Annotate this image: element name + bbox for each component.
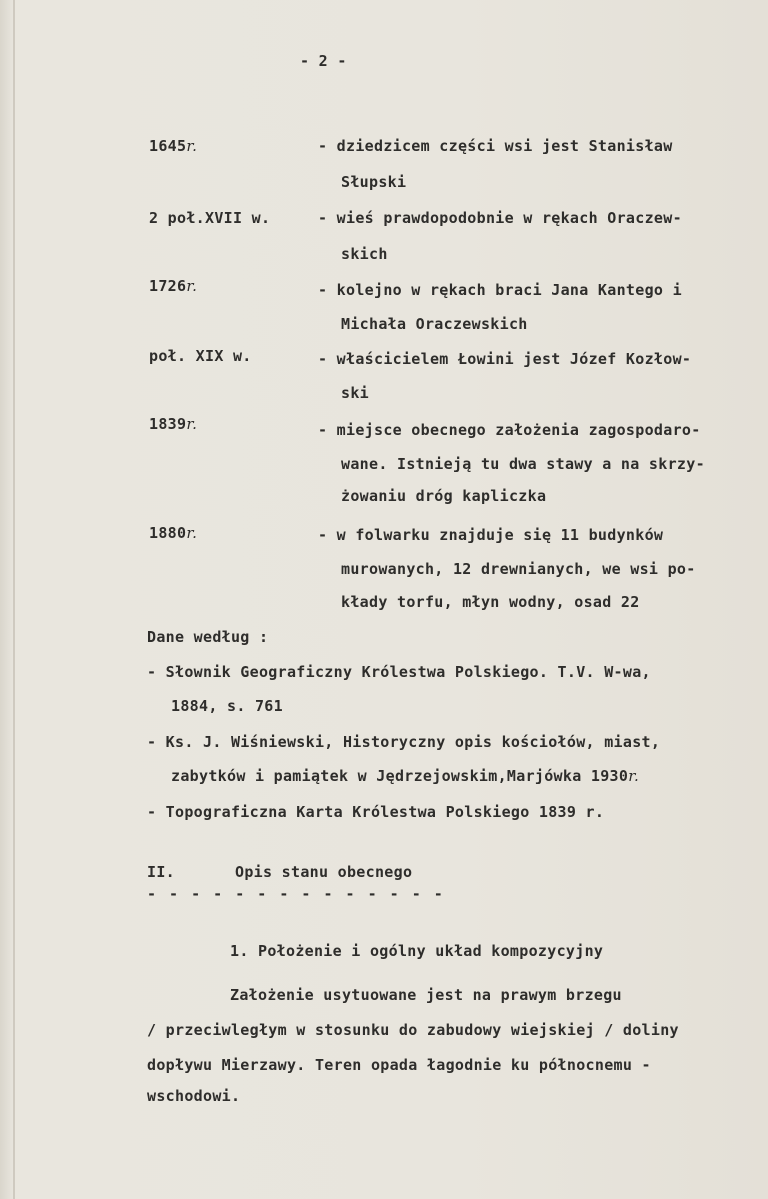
- page-number: - 2 -: [300, 52, 347, 70]
- section-number: II.: [147, 863, 175, 881]
- paragraph-line: Założenie usytuowane jest na prawym brzegu: [230, 986, 622, 1004]
- chronology-text: - w folwarku znajduje się 11 budynków: [318, 526, 664, 544]
- chronology-date: 1839r.: [149, 415, 198, 433]
- paragraph-line: dopływu Mierzawy. Teren opada łagodnie ku północnemu -: [147, 1056, 651, 1074]
- page-edge: [13, 0, 15, 1199]
- chronology-text: murowanych, 12 drewnianych, we wsi po-: [341, 560, 696, 578]
- chronology-text: - miejsce obecnego założenia zagospodaro-: [318, 421, 701, 439]
- chronology-text: skich: [341, 245, 388, 263]
- chronology-date: 2 poł.XVII w.: [149, 209, 271, 227]
- source-entry: zabytków i pamiątek w Jędrzejowskim,Marjówka 1930r.: [171, 767, 640, 785]
- chronology-text: - wieś prawdopodobnie w rękach Oraczew-: [318, 209, 682, 227]
- chronology-text: - kolejno w rękach braci Jana Kantego i: [318, 281, 682, 299]
- paragraph-line: wschodowi.: [147, 1087, 241, 1105]
- source-entry: - Ks. J. Wiśniewski, Historyczny opis kościołów, miast,: [147, 733, 661, 751]
- section-underline: - - - - - - - - - - - - - -: [147, 885, 445, 903]
- paragraph-line: / przeciwległym w stosunku do zabudowy wiejskiej / doliny: [147, 1021, 679, 1039]
- chronology-date: 1726r.: [149, 277, 198, 295]
- source-entry: 1884, s. 761: [171, 697, 283, 715]
- chronology-text: wane. Istnieją tu dwa stawy a na skrzy-: [341, 455, 705, 473]
- section-title: Opis stanu obecnego: [235, 863, 413, 881]
- chronology-text: kłady torfu, młyn wodny, osad 22: [341, 593, 640, 611]
- chronology-text: żowaniu dróg kapliczka: [341, 487, 547, 505]
- chronology-text: - właścicielem Łowini jest Józef Kozłow-: [318, 350, 692, 368]
- chronology-text: ski: [341, 384, 369, 402]
- chronology-date: poł. XIX w.: [149, 347, 252, 365]
- subsection-title: 1. Położenie i ogólny układ kompozycyjny: [230, 942, 604, 960]
- chronology-date: 1880r.: [149, 524, 198, 542]
- chronology-text: - dziedzicem części wsi jest Stanisław: [318, 137, 673, 155]
- chronology-date: 1645r.: [149, 137, 198, 155]
- source-entry: - Topograficzna Karta Królestwa Polskiego 1839 r.: [147, 803, 605, 821]
- source-entry: - Słownik Geograficzny Królestwa Polskiego. T.V. W-wa,: [147, 663, 651, 681]
- chronology-text: Słupski: [341, 173, 407, 191]
- sources-label: Dane według :: [147, 628, 269, 646]
- chronology-text: Michała Oraczewskich: [341, 315, 528, 333]
